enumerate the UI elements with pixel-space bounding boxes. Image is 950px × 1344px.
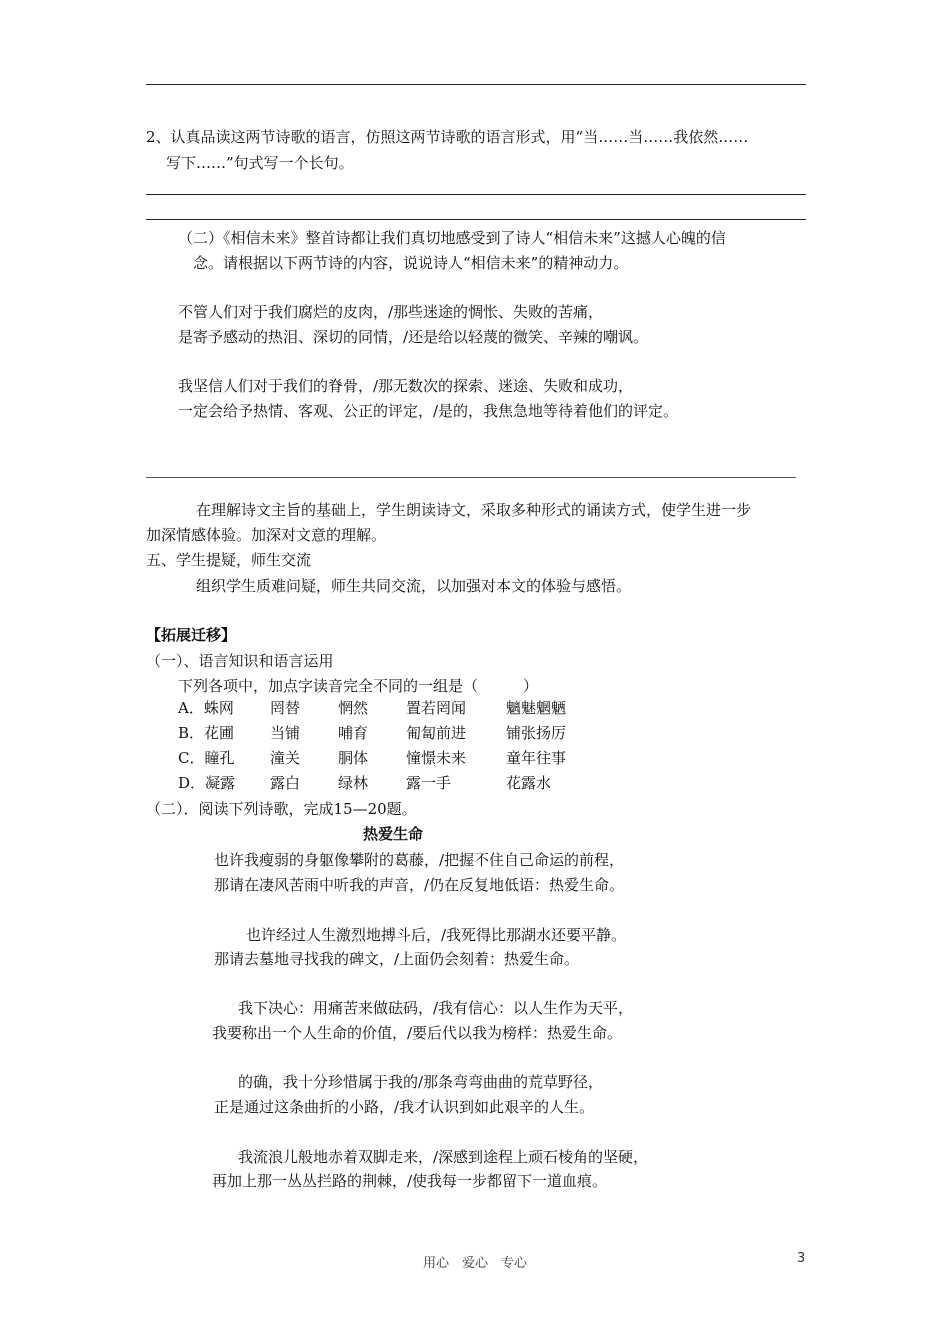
poem-line: 的确，我十分珍惜属于我的/那条弯弯曲曲的荒草野径， (238, 1073, 604, 1091)
poem-line: 再加上那一丛丛拦路的荆棘，/使我每一步都留下一道血痕。 (212, 1172, 608, 1190)
stanza-2-line-2: 一定会给予热情、客观、公正的评定，/是的，我焦急地等待着他们的评定。 (178, 402, 679, 420)
paragraph-line1: 在理解诗文主旨的基础上，学生朗读诗文，采取多种形式的诵读方式，使学生进一步 (196, 501, 752, 519)
option-b-c3: 哺育 (338, 724, 369, 742)
stanza-1-line-2: 是寄予感动的热泪、深切的同情，/还是给以轻蔑的微笑、辛辣的嘲讽。 (178, 328, 649, 346)
section-5-text: 组织学生质难问疑，师生共同交流，以加强对本文的体验与感悟。 (196, 577, 632, 595)
part2-prompt-line2: 念。请根据以下两节诗的内容，说说诗人“相信未来”的精神动力。 (193, 254, 629, 272)
stanza-2-line-1: 我坚信人们对于我们的脊骨，/那无数次的探索、迷途、失败和成功， (178, 377, 634, 395)
poem-line: 我流浪儿般地赤着双脚走来，/深感到途程上顽石棱角的坚硬， (238, 1148, 649, 1166)
option-d-c2: 露白 (270, 774, 301, 792)
option-a-c3: 惘然 (338, 699, 369, 717)
page-footer: 用心 爱心 专心 (422, 1256, 527, 1271)
poem-line: 也许我瘦弱的身躯像攀附的葛藤，/把握不住自己命运的前程， (214, 851, 625, 869)
option-c-c5: 童年往事 (506, 749, 567, 767)
option-a-c2: 罔替 (270, 699, 301, 717)
option-d-c3: 绿林 (338, 774, 369, 792)
option-c-c4: 憧憬未来 (406, 749, 467, 767)
option-c-c1: C．瞳孔 (178, 749, 235, 767)
extension-title: 【拓展迁移】 (146, 626, 237, 644)
poem-line: 那请在凄风苦雨中听我的声音，/仍在反复地低语：热爱生命。 (214, 876, 625, 894)
extension-sub1: （一）、语言知识和语言运用 (146, 652, 334, 670)
option-b-c2: 当铺 (270, 724, 301, 742)
option-b-c1: B．花圃 (178, 724, 235, 742)
question-2-line1: 2、认真品读这两节诗歌的语言，仿照这两节诗歌的语言形式，用“当……当……我依然…… (146, 128, 749, 146)
poem-line: 那请去墓地寻找我的碑文，/上面仍会刻着：热爱生命。 (214, 950, 580, 968)
page-number: 3 (797, 1251, 806, 1266)
option-a-c1: A．蛛网 (178, 699, 234, 717)
option-d-c5: 花露水 (506, 774, 552, 792)
section-5-heading: 五、学生提疑，师生交流 (146, 551, 312, 569)
part2-prompt-line1: （二）《相信未来》整首诗都让我们真切地感受到了诗人“相信未来”这撼人心魄的信 (178, 229, 726, 247)
poem-line: 我要称出一个人生命的价值，/要后代以我为榜样：热爱生命。 (212, 1024, 623, 1042)
poem-title: 热爱生命 (363, 825, 424, 843)
option-c-c3: 胴体 (338, 749, 369, 767)
option-b-c4: 匍匐前进 (406, 724, 467, 742)
answer-line (146, 84, 806, 85)
option-c-c2: 潼关 (270, 749, 301, 767)
question-stem: 下列各项中，加点字读音完全不同的一组是（ ） (178, 677, 539, 695)
answer-line (146, 194, 806, 195)
poem-line: 我下决心：用痛苦来做砝码，/我有信心：以人生作为天平， (238, 999, 634, 1017)
option-d-c4: 露一手 (406, 774, 452, 792)
answer-line (146, 219, 806, 220)
question-2-line2: 写下……”句式写一个长句。 (166, 154, 354, 172)
paragraph-line2: 加深情感体验。加深对文意的理解。 (146, 526, 387, 544)
option-a-c5: 魑魅魍魉 (506, 699, 567, 717)
poem-line: 也许经过人生激烈地搏斗后，/我死得比那湖水还要平静。 (246, 926, 627, 944)
option-b-c5: 铺张扬厉 (506, 724, 567, 742)
option-a-c4: 置若罔闻 (406, 699, 467, 717)
stanza-1-line-1: 不管人们对于我们腐烂的皮肉，/那些迷途的惆怅、失败的苦痛， (178, 303, 604, 321)
section-divider (146, 477, 796, 478)
extension-sub2: （二）．阅读下列诗歌，完成15—20题。 (146, 800, 417, 818)
poem-line: 正是通过这条曲折的小路，/我才认识到如此艰辛的人生。 (214, 1098, 595, 1116)
option-d-c1: D．凝露 (178, 774, 236, 792)
